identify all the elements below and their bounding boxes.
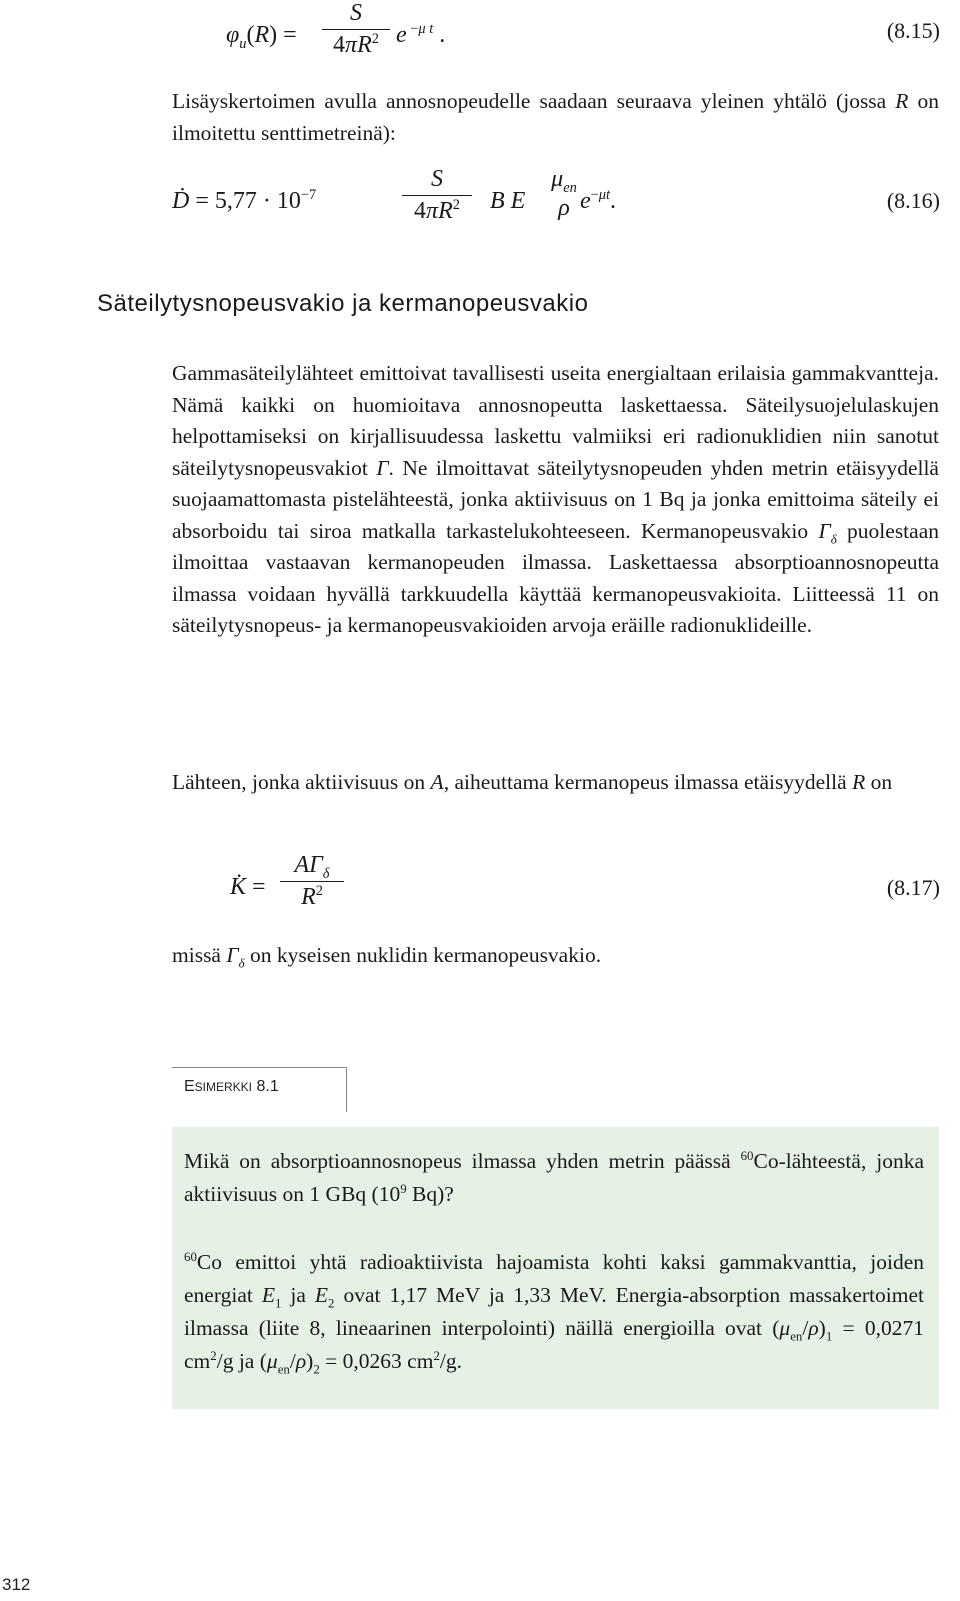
eq-8-16-middle: B E (490, 188, 526, 214)
eq-8-16-fraction: S $4\pi R^2$ (402, 166, 472, 225)
eq-8-16-ratio: $\mu_{en}$ ρ (551, 166, 577, 221)
equation-8-17 (230, 852, 430, 932)
paragraph-2: Lähteen, jonka aktiivisuus on A, aiheuttama kermanopeus ilmassa etäisyydellä R on (172, 770, 893, 794)
eq-8-17-lhs: K̇ = (230, 874, 266, 900)
eq-8-15-exponential: e $^{-\mu t}$ . (396, 21, 446, 48)
example-answer: $^{60}$Co emittoi yhtä radioaktiivista hajoamista kohti kaksi gammakvanttia, joiden energiat $E_1$ ja $E_2$ ovat 1,17 MeV ja 1,33 MeV. Energia-absorption massakertoimet ilmassa (liite 8, lineaarinen interpolointi) näillä energioilla ovat $(\mu_{en}/\rho)_1 = 0,0271$ $cm^2/g$ ja $(\mu_{en}/\rho)_2 = 0,0263$ $cm^2/g$. (184, 1249, 924, 1377)
eq-8-16-number: (8.16) (886, 188, 940, 213)
eq-8-17-fraction: $A\Gamma_\delta$ $R^2$ (280, 852, 344, 911)
paragraph-1: Gammasäteilylähteet emittoivat tavallisesti useita energialtaan erilaisia gammakvantteja. Nämä kaikki on huomioitava annosnopeutta laskettaessa. Säteilysuojelulaskujen helpottamiseksi on kirjallisuudessa laskettu valmiiksi eri radionuklidien niin sanotut säteilytysnopeusvakiot Γ. Ne ilmoittavat säteilytysnopeuden yhden metrin etäisyydellä suojaamattomasta pistelähteestä, jonka aktiivisuus on 1 Bq ja jonka emittoima säteily ei absorboidu tai siroa matkalla tarkastelukohteeseen. Kermanopeusvakio $\Gamma_\delta$ puolestaan ilmoittaa vastaavan kermanopeuden ilmassa. Laskettaessa absorptioannosnopeutta ilmassa voidaan hyvällä tarkkuudella käyttää kermanopeusvakioita. Liitteessä 11 on säteilytysnopeus- ja kermanopeusvakioiden arvoja eräille radionuklideille. (172, 361, 939, 637)
page-number: 312 (2, 1575, 31, 1594)
eq-8-17-number: (8.17) (886, 875, 940, 900)
equation-8-15 (226, 0, 946, 72)
missa-line: missä $\Gamma_\delta$ on kyseisen nuklidin kermanopeusvakio. (172, 943, 602, 971)
eq-8-15-lhs: $\varphi_u(R)$ = (226, 22, 297, 52)
section-heading: Säteilytysnopeusvakio ja kermanopeusvakio (97, 290, 589, 317)
intro-paragraph: Lisäyskertoimen avulla annosnopeudelle saadaan seuraava yleinen yhtälö (jossa R on ilmoitettu senttimetreinä): (172, 89, 940, 145)
eq-8-15-number: (8.15) (886, 18, 940, 43)
equation-8-16 (172, 166, 932, 246)
eq-8-16-exponential: $e^{-\mu t}$. (580, 187, 617, 214)
eq-8-15-fraction: S $4\pi R^2$ (322, 0, 390, 59)
eq-8-16-lhs: Ḋ = $5,77 \cdot 10^{-7}$ (172, 187, 317, 214)
example-label: ESIMERKKI 8.1 (184, 1078, 279, 1095)
example-question: Mikä on absorptioannosnopeus ilmassa yhden metrin päässä $^{60}$Co-lähteestä, jonka aktiivisuus on 1 GBq ($10^9$ Bq)? (184, 1148, 924, 1206)
